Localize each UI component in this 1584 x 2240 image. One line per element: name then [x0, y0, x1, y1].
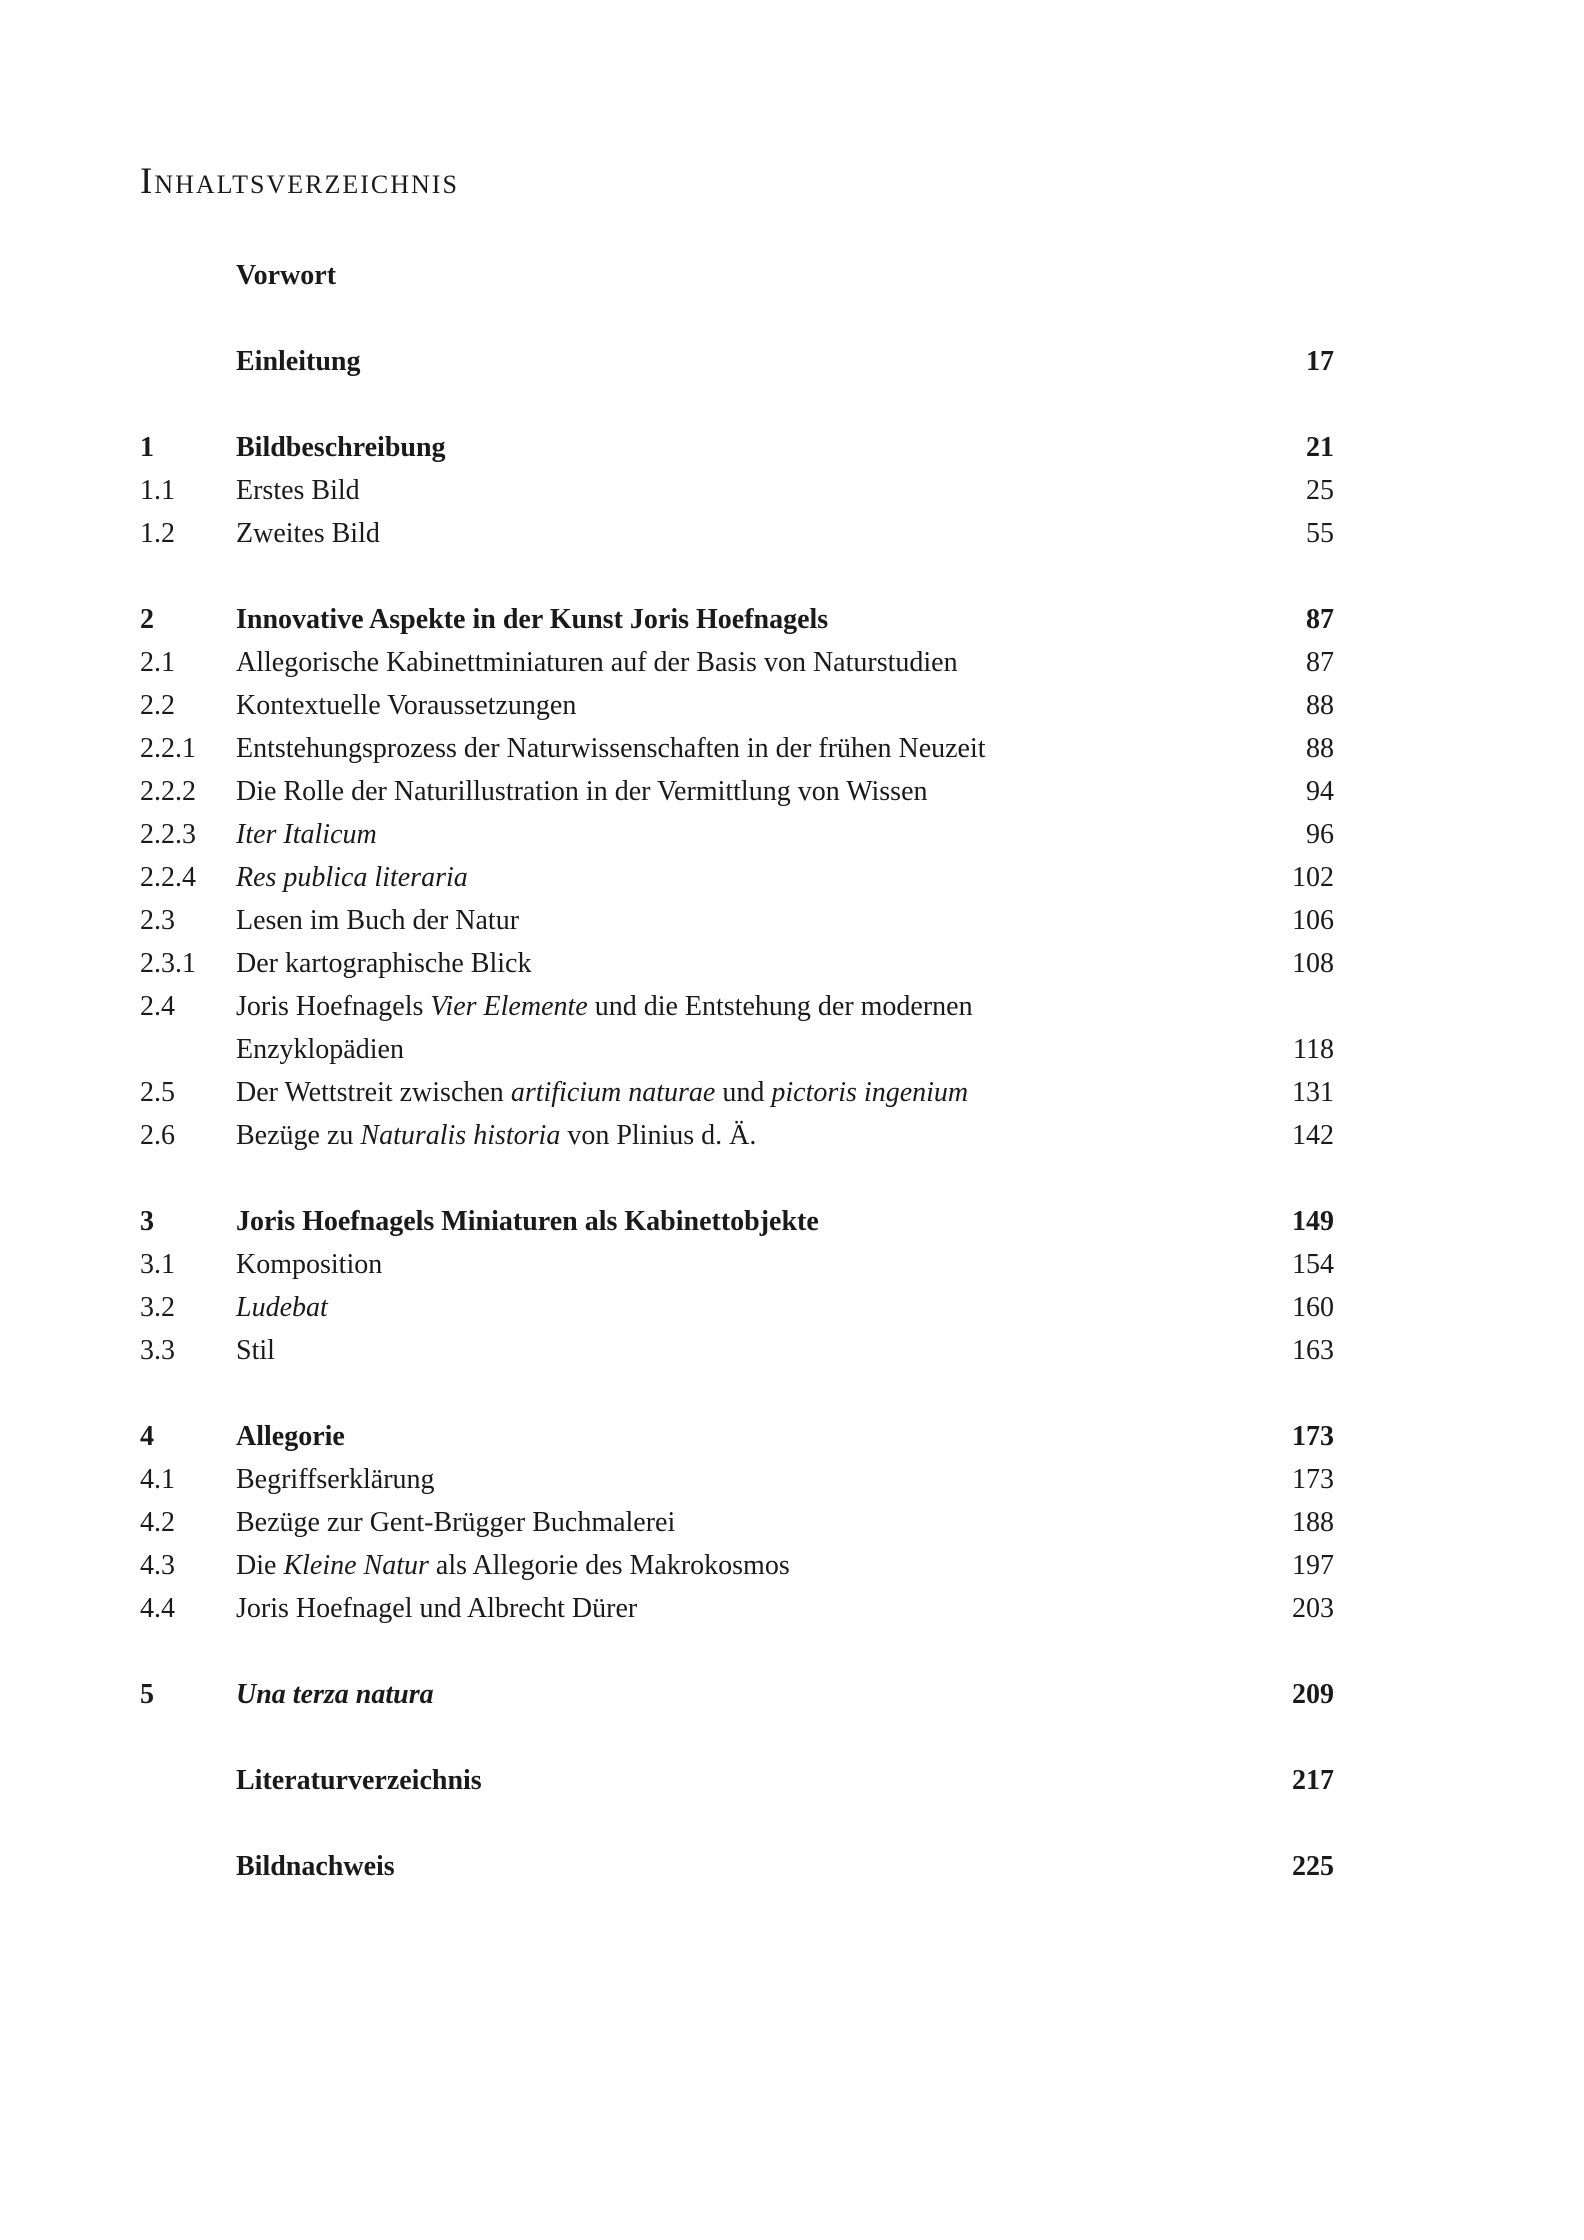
toc-entry — [140, 470, 1334, 512]
toc-entry — [140, 1244, 1334, 1286]
toc-entry-title-segment: Allegorie — [236, 1421, 345, 1452]
toc-entry-title — [236, 1115, 756, 1157]
toc-entry — [140, 986, 1334, 1028]
toc-entry — [140, 1846, 1334, 1888]
toc-entry-page-number: 102 — [1292, 862, 1334, 893]
toc-entry-title-segment: Die Rolle der Naturillustration in der Vermittlung von Wissen — [236, 776, 928, 807]
toc-entry — [140, 1674, 1334, 1716]
toc-entry — [140, 1029, 1334, 1071]
toc-entry-page-number: 94 — [1306, 776, 1334, 807]
toc-entry-number: 4.3 — [140, 1550, 175, 1581]
toc-entry — [140, 1072, 1334, 1114]
toc-entry-page-number: 209 — [1292, 1679, 1334, 1710]
toc-entry-number: 2.2.3 — [140, 819, 196, 850]
toc-entry — [140, 1201, 1334, 1243]
toc-entry — [140, 1287, 1334, 1329]
toc-entry-number: 1.2 — [140, 518, 175, 549]
toc-entry-page-number: 96 — [1306, 819, 1334, 850]
toc-entry-page-number: 55 — [1306, 518, 1334, 549]
toc-entry-page-number: 25 — [1306, 475, 1334, 506]
toc-entry-title-segment: Entstehungsprozess der Naturwissenschaften in der frühen Neuzeit — [236, 733, 986, 764]
toc-entry-page-number: 106 — [1292, 905, 1334, 936]
toc-entry — [140, 642, 1334, 684]
toc-entry-title-segment: Komposition — [236, 1249, 383, 1280]
toc-entry-title-segment: Naturalis historia — [360, 1120, 561, 1151]
toc-entry — [140, 1760, 1334, 1802]
toc-entry-page-number: 197 — [1292, 1550, 1334, 1581]
toc-entry-page-number: 149 — [1292, 1206, 1334, 1237]
toc-entry-title-segment: Lesen im Buch der Natur — [236, 905, 520, 936]
toc-entry-page-number: 118 — [1293, 1034, 1334, 1065]
toc-entry-number: 3.3 — [140, 1335, 175, 1366]
toc-entry-title — [236, 900, 519, 942]
toc-entry-page-number: 163 — [1292, 1335, 1334, 1366]
toc-entry-title — [236, 1287, 328, 1329]
toc-entry-title-segment: Una terza natura — [236, 1679, 434, 1710]
toc-entry-number: 2.2.2 — [140, 776, 196, 807]
toc-entry — [140, 857, 1334, 899]
toc-entry-number: 3 — [140, 1206, 154, 1237]
toc-entry-number: 4 — [140, 1421, 154, 1452]
toc-entry-title — [236, 1029, 404, 1071]
toc-entry-title-segment: Ludebat — [236, 1292, 328, 1323]
toc-entry-number: 2.6 — [140, 1120, 175, 1151]
toc-entry-title-segment: pictoris ingenium — [771, 1077, 969, 1108]
toc-entry-number: 2.5 — [140, 1077, 175, 1108]
toc-entry-number: 4.4 — [140, 1593, 175, 1624]
toc-entry-title-segment: Joris Hoefnagels — [236, 991, 431, 1022]
toc-entry-title-segment: Res publica literaria — [236, 862, 468, 893]
toc-entry-page-number: 160 — [1292, 1292, 1334, 1323]
toc-entry-title — [236, 857, 468, 899]
toc-entry-title-segment: Enzyklopädien — [236, 1034, 404, 1065]
toc-entry-title-segment: Bezüge zu — [236, 1120, 361, 1151]
toc-entry-title-segment: Joris Hoefnagels Miniaturen als Kabinettobjekte — [236, 1206, 819, 1237]
toc-entry — [140, 427, 1334, 469]
toc-entry-title — [236, 986, 973, 1028]
toc-entry — [140, 1502, 1334, 1544]
toc-entry — [140, 943, 1334, 985]
toc-entry-title — [236, 814, 377, 856]
toc-entry — [140, 685, 1334, 727]
toc-entry — [140, 1115, 1334, 1157]
toc-entry-number: 4.1 — [140, 1464, 175, 1495]
toc-entry-title-segment: von Plinius d. Ä. — [560, 1120, 757, 1151]
toc-entry — [140, 814, 1334, 856]
toc-entry-title — [236, 771, 928, 813]
toc-entry-number: 2.2 — [140, 690, 175, 721]
toc-entry-title-segment: Begriffserklärung — [236, 1464, 435, 1495]
toc-entry-title-segment: Die — [236, 1550, 284, 1581]
toc-entry-page-number: 88 — [1306, 690, 1334, 721]
toc-entry-page-number: 108 — [1292, 948, 1334, 979]
toc-entry — [140, 513, 1334, 555]
toc-entry-title-segment: Allegorische Kabinettminiaturen auf der Basis von Naturstudien — [236, 647, 958, 678]
toc-entry-page-number: 173 — [1292, 1421, 1334, 1452]
toc-entry-title-segment: Vier Elemente — [430, 991, 588, 1022]
toc-entry-title — [236, 1072, 968, 1114]
toc-entry-title — [236, 341, 360, 383]
toc-entry-number: 1.1 — [140, 475, 175, 506]
toc-entry-title — [236, 943, 531, 985]
toc-entry-title — [236, 1674, 434, 1716]
toc-entry — [140, 1588, 1334, 1630]
toc-entry-page-number: 173 — [1292, 1464, 1334, 1495]
toc-entry-title — [236, 1545, 790, 1587]
toc-entry — [140, 255, 1334, 297]
toc-entry-number: 2.3 — [140, 905, 175, 936]
toc-entry-page-number: 131 — [1292, 1077, 1334, 1108]
toc-entry — [140, 900, 1334, 942]
toc-entry — [140, 1459, 1334, 1501]
toc-entry-title-segment: Der Wettstreit zwischen — [236, 1077, 511, 1108]
toc-entry-title — [236, 470, 360, 512]
toc-entry-page-number: 21 — [1306, 432, 1334, 463]
toc-entry-number: 2.2.4 — [140, 862, 196, 893]
toc-entry-title-segment: Iter Italicum — [236, 819, 377, 850]
toc-entry-title — [236, 642, 958, 684]
toc-entry-title-segment: Bildbeschreibung — [236, 432, 446, 463]
toc-entry-title-segment: Innovative Aspekte in der Kunst Joris Hoefnagels — [236, 604, 829, 635]
toc-entry — [140, 728, 1334, 770]
toc-entry-number: 1 — [140, 432, 154, 463]
toc-entry-title — [236, 1330, 275, 1372]
toc-entry-title-segment: als Allegorie des Makrokosmos — [428, 1550, 790, 1581]
toc-entry-title — [236, 1459, 435, 1501]
toc-entry-title — [236, 1416, 345, 1458]
toc-entry — [140, 1416, 1334, 1458]
toc-entry-title — [236, 427, 446, 469]
toc-entry-title-segment: Der kartographische Blick — [236, 948, 532, 979]
toc-entry-number: 5 — [140, 1679, 154, 1710]
toc-entry-title-segment: und — [715, 1077, 772, 1108]
toc-entry-title-segment: artificium naturae — [510, 1077, 716, 1108]
toc-entry-title-segment: Bildnachweis — [236, 1851, 395, 1882]
toc-entry-page-number: 225 — [1292, 1851, 1334, 1882]
toc-entry — [140, 341, 1334, 383]
toc-entry-number: 2.3.1 — [140, 948, 196, 979]
toc-entry-page-number: 154 — [1292, 1249, 1334, 1280]
toc-entry-title — [236, 1502, 675, 1544]
toc-entry-title — [236, 1846, 395, 1888]
toc-entry-title-segment: Vorwort — [236, 260, 337, 291]
toc-entry-page-number: 188 — [1292, 1507, 1334, 1538]
toc-entry-title-segment: Einleitung — [236, 346, 361, 377]
toc-entry-title-segment: Zweites Bild — [236, 518, 380, 549]
toc-entry-page-number: 87 — [1306, 647, 1334, 678]
toc-entry-page-number: 17 — [1306, 346, 1334, 377]
toc-entry — [140, 1330, 1334, 1372]
toc-entry-title-segment: Kontextuelle Voraussetzungen — [236, 690, 577, 721]
toc-entry-title — [236, 685, 576, 727]
toc-entry-number: 2.1 — [140, 647, 175, 678]
toc-entry — [140, 771, 1334, 813]
toc-entry-page-number: 217 — [1292, 1765, 1334, 1796]
toc-entry-number: 4.2 — [140, 1507, 175, 1538]
toc-entry-title-segment: Literaturverzeichnis — [236, 1765, 482, 1796]
toc-entry — [140, 599, 1334, 641]
toc-entry-title — [236, 1588, 637, 1630]
toc-entry-page-number: 142 — [1292, 1120, 1334, 1151]
toc-entry-title-segment: Erstes Bild — [236, 475, 360, 506]
toc-entry-number: 2.2.1 — [140, 733, 196, 764]
toc-entry — [140, 1545, 1334, 1587]
toc-entry-page-number: 87 — [1306, 604, 1334, 635]
toc-entry-number: 2.4 — [140, 991, 175, 1022]
toc-entry-title-segment: Kleine Natur — [283, 1550, 429, 1581]
toc-entry-title — [236, 255, 336, 297]
toc-entry-title-segment: und die Entstehung der modernen — [587, 991, 973, 1022]
toc-heading: Inhaltsverzeichnis — [140, 161, 459, 202]
toc-entry-title — [236, 513, 380, 555]
toc-entry-number: 3.2 — [140, 1292, 175, 1323]
toc-entry-title — [236, 728, 986, 770]
toc-entry-page-number: 203 — [1292, 1593, 1334, 1624]
toc-entry-title — [236, 599, 828, 641]
toc-entry-title-segment: Stil — [236, 1335, 275, 1366]
toc-entry-title — [236, 1244, 382, 1286]
toc-entry-title-segment: Bezüge zur Gent-Brügger Buchmalerei — [236, 1507, 676, 1538]
toc-entry-title — [236, 1760, 482, 1802]
toc-entry-title — [236, 1201, 819, 1243]
toc-entry-page-number: 88 — [1306, 733, 1334, 764]
toc-entry-number: 2 — [140, 604, 154, 635]
toc-entry-title-segment: Joris Hoefnagel und Albrecht Dürer — [236, 1593, 638, 1624]
toc-entry-number: 3.1 — [140, 1249, 175, 1280]
